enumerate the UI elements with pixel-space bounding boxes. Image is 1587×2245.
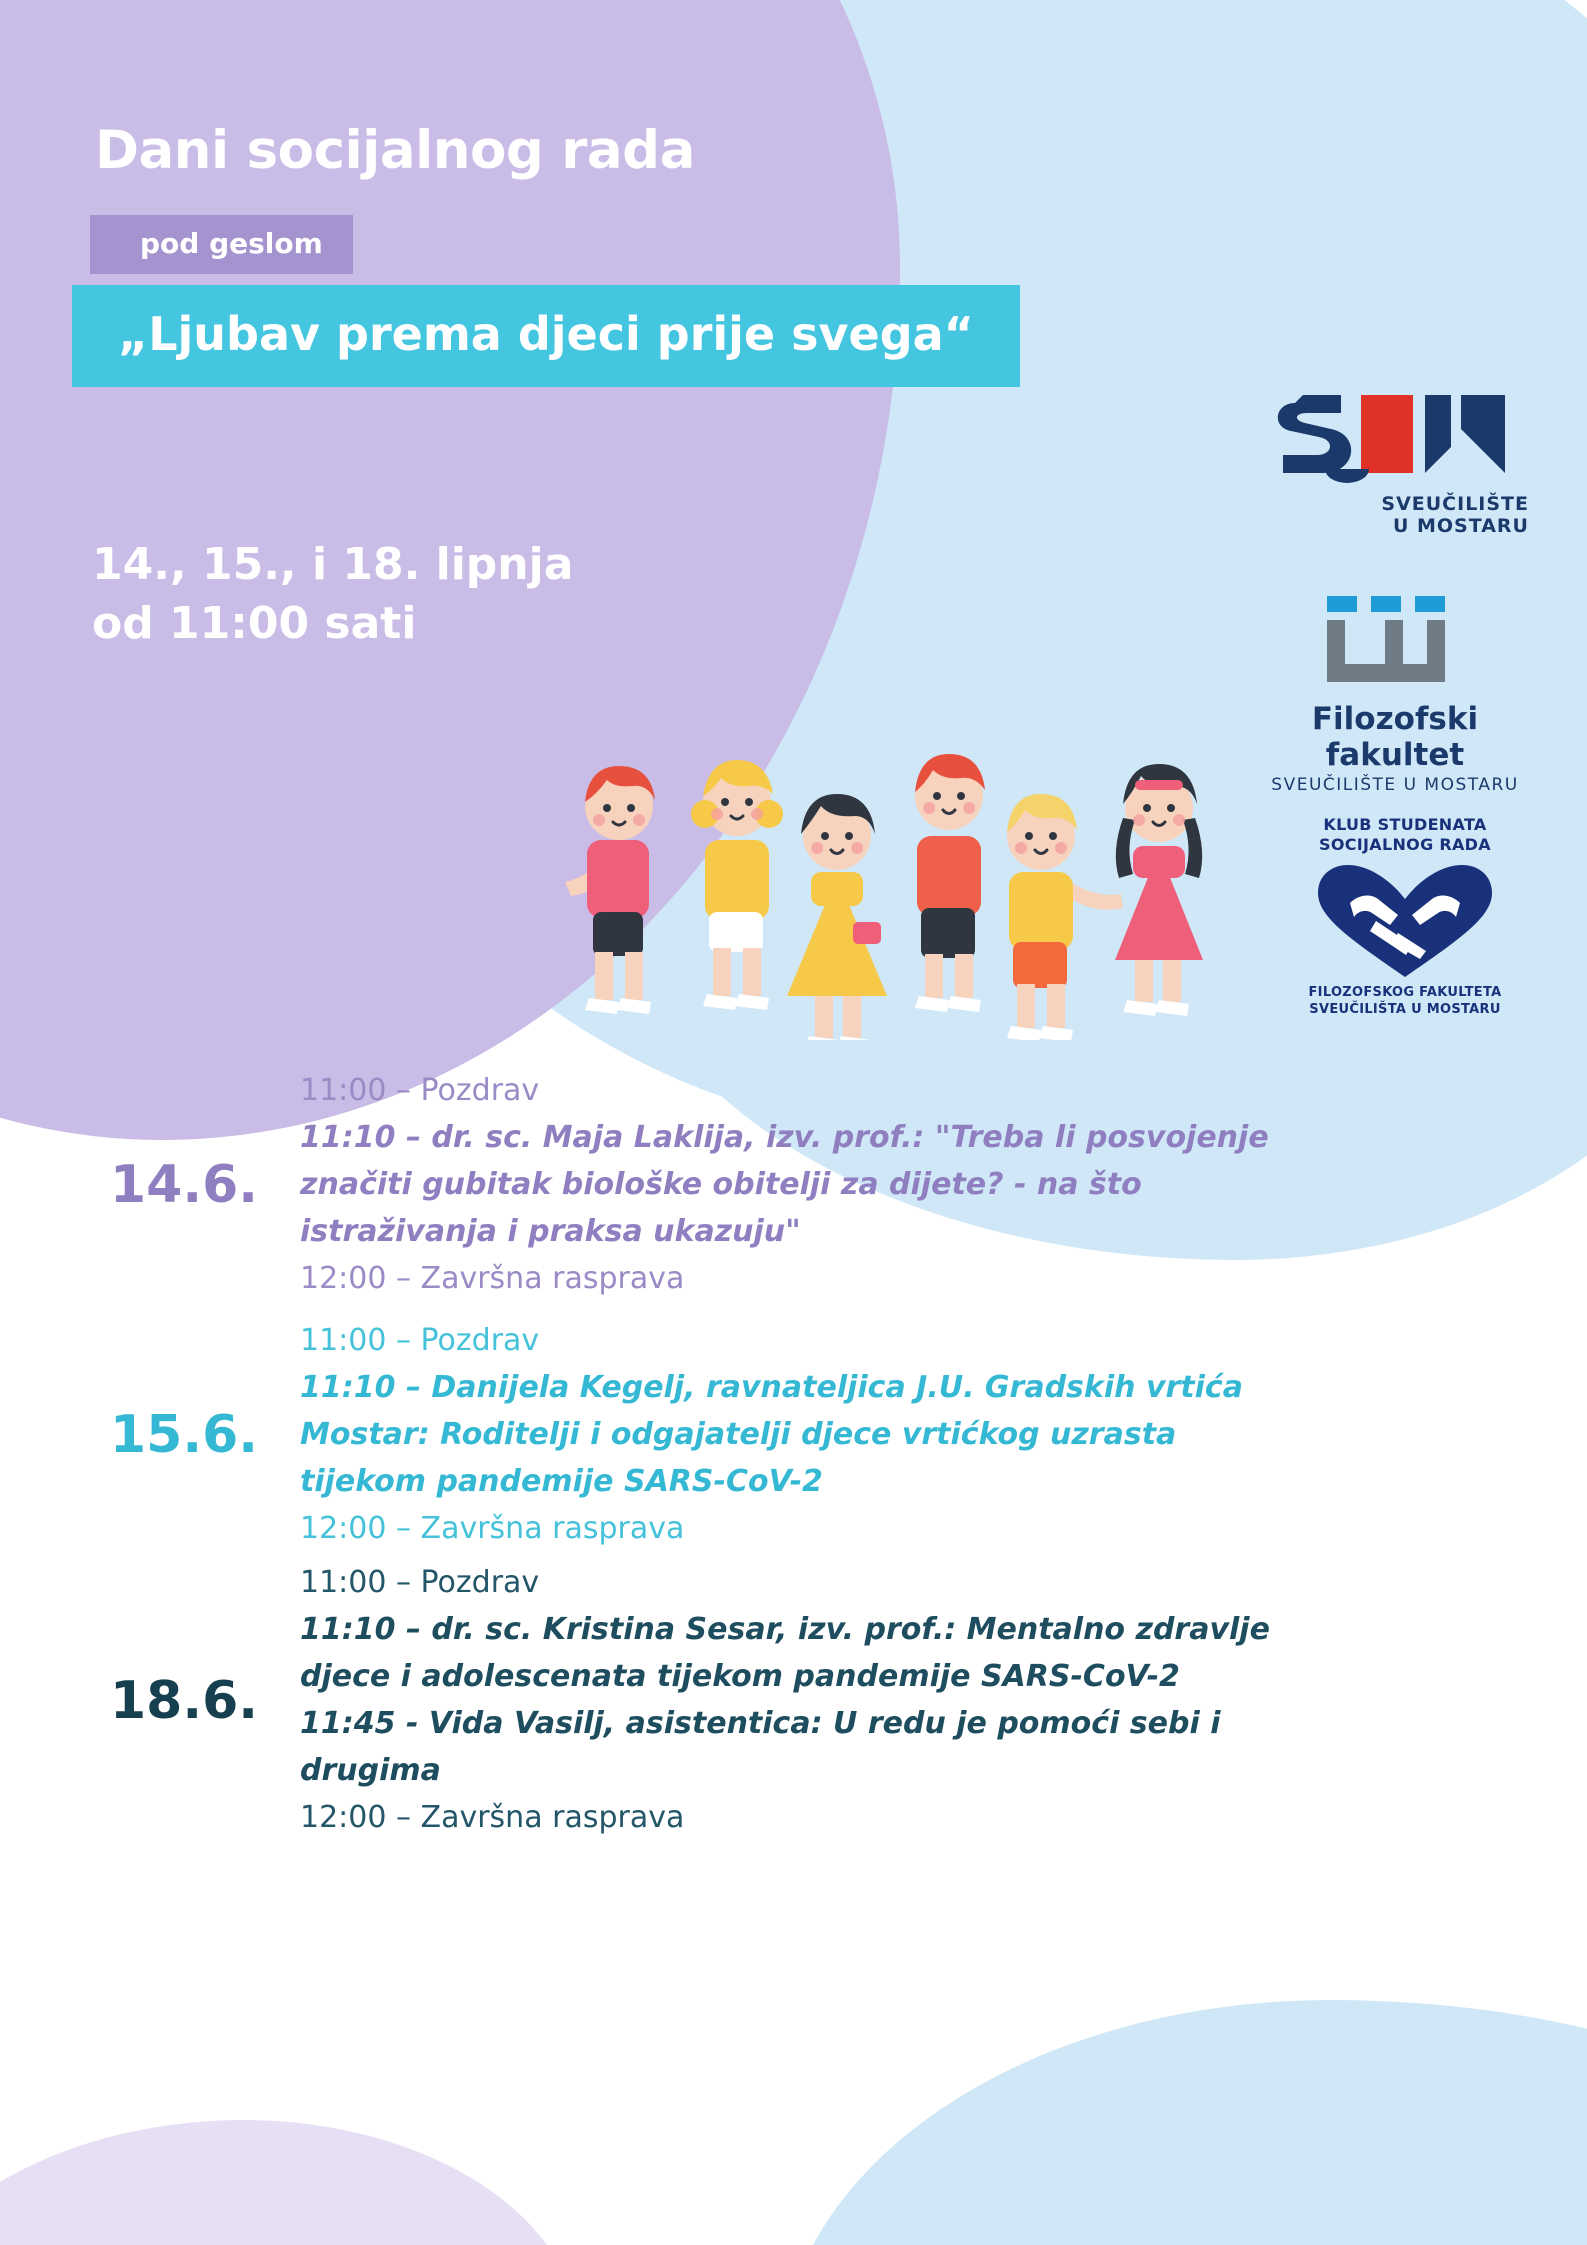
schedule-line: tijekom pandemije SARS-CoV-2: [300, 1463, 823, 1499]
schedule-day-1-date: 14.6.: [110, 1155, 259, 1215]
klub-top-line2: SOCIJALNOG RADA: [1319, 835, 1491, 854]
klub-bottom-line2: SVEUČILIŠTA U MOSTARU: [1309, 1001, 1501, 1017]
schedule-day-2: [0, 1310, 1587, 1560]
schedule-day-2-lines: [300, 1318, 1527, 1553]
schedule-line: 11:00 – Pozdrav: [300, 1565, 540, 1600]
filozofski-fakultet-glyph: [1245, 590, 1545, 695]
schedule-line: Mostar: Roditelji i odgajatelji djece vrtićkog uzrasta: [300, 1416, 1177, 1452]
schedule-line: istraživanja i praksa ukazuju": [300, 1213, 801, 1249]
handshake-heart-icon: [1280, 861, 1530, 981]
klub-top-line1: KLUB STUDENATA: [1323, 815, 1487, 834]
schedule-day-3-date: 18.6.: [110, 1671, 259, 1731]
motto-box: „Ljubav prema djeci prije svega“: [72, 285, 1020, 387]
blob-purple-bottom: [0, 2120, 580, 2245]
motto-tag: pod geslom: [90, 215, 353, 274]
sum-logo-text: [1265, 494, 1535, 538]
schedule-line: 11:10 – dr. sc. Kristina Sesar, izv. prof.: Mentalno zdravlje: [300, 1612, 1270, 1647]
sum-logo: [1265, 385, 1535, 538]
klub-studenata-top-text: [1280, 815, 1530, 855]
schedule-line: 12:00 – Završna rasprava: [300, 1260, 685, 1296]
schedule-day-1: [0, 1060, 1587, 1310]
klub-bottom-line1: FILOZOFSKOG FAKULTETA: [1308, 985, 1502, 1000]
blob-light-blue-bottom: [780, 2000, 1587, 2245]
schedule-line: 11:45 - Vida Vasilj, asistentica: U redu je pomoći sebi i: [300, 1706, 1221, 1741]
filozofski-fakultet-logo: [1245, 590, 1545, 795]
schedule-day-1-lines: [300, 1068, 1527, 1303]
schedule-line: 11:00 – Pozdrav: [300, 1322, 540, 1358]
schedule-day-3-lines: [300, 1560, 1527, 1842]
schedule-line: 11:10 – Danijela Kegelj, ravnateljica J.U. Gradskih vrtića: [300, 1369, 1243, 1405]
filozofski-fakultet-title: Filozofski fakultet: [1311, 701, 1479, 773]
schedule-line: drugima: [300, 1753, 441, 1788]
klub-studenata-logo: [1280, 815, 1530, 1019]
children-dancing-illustration: [535, 740, 1255, 1040]
schedule-line: djece i adolescenata tijekom pandemije SARS-CoV-2: [300, 1659, 1180, 1694]
schedule-list: [0, 1060, 1587, 1842]
sum-logo-line1: SVEUČILIŠTE: [1381, 493, 1529, 515]
page-title: Dani socijalnog rada: [95, 120, 695, 181]
event-dates-line1: 14., 15., i 18. lipnja: [92, 539, 574, 590]
sum-logo-mark: [1265, 385, 1535, 490]
schedule-line: 11:10 – dr. sc. Maja Laklija, izv. prof.: "Treba li posvojenje: [300, 1119, 1269, 1155]
event-dates: [92, 535, 573, 654]
schedule-day-3: [0, 1560, 1587, 1842]
schedule-day-2-date: 15.6.: [110, 1405, 259, 1465]
schedule-line: 12:00 – Završna rasprava: [300, 1800, 685, 1835]
schedule-line: značiti gubitak biološke obitelji za dijete? - na što: [300, 1166, 1142, 1202]
filozofski-fakultet-subtitle: SVEUČILIŠTE U MOSTARU: [1271, 775, 1519, 795]
schedule-line: 11:00 – Pozdrav: [300, 1072, 540, 1108]
klub-studenata-bottom-text: [1280, 985, 1530, 1019]
schedule-line: 12:00 – Završna rasprava: [300, 1510, 685, 1546]
event-dates-line2: od 11:00 sati: [92, 598, 417, 650]
sum-logo-line2: U MOSTARU: [1392, 514, 1529, 537]
